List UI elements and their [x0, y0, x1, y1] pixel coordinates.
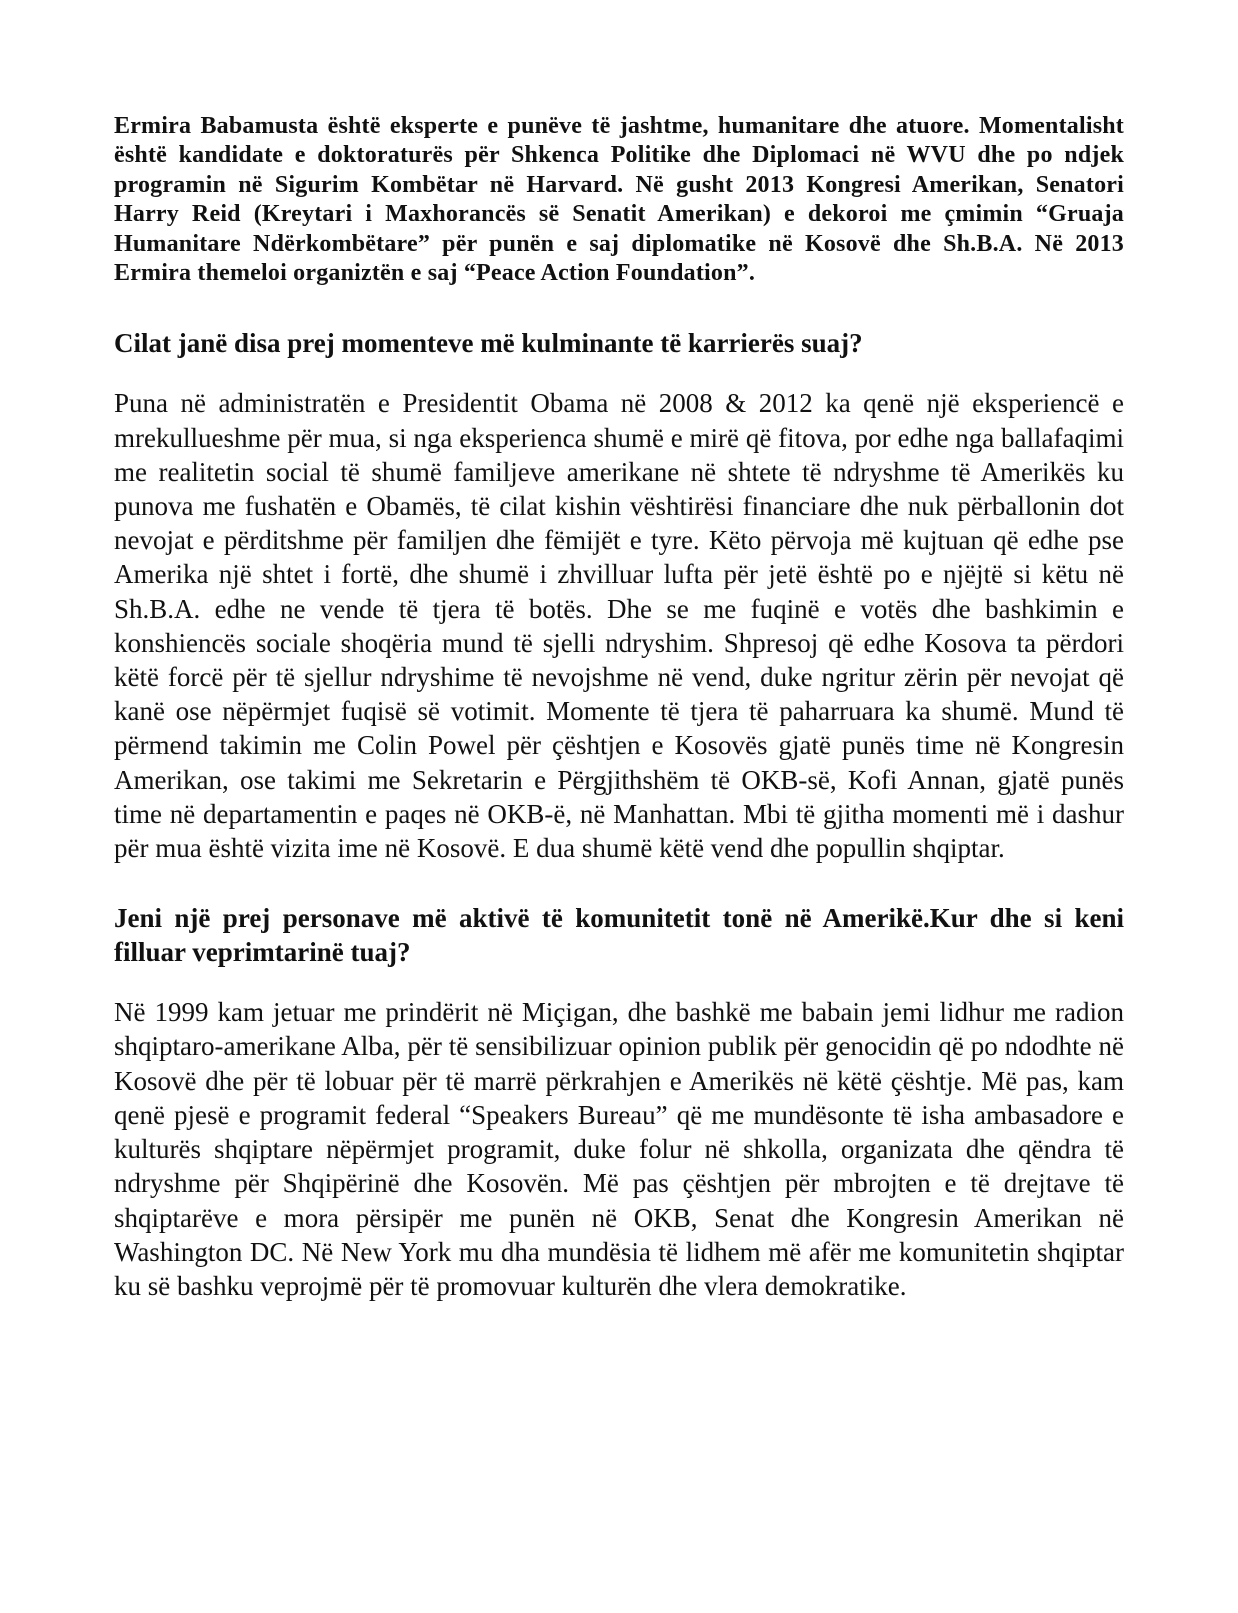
- answer-paragraph-1: Puna në administratën e Presidentit Obama në 2008 & 2012 ka qenë një eksperiencë e mrekullueshme për mua, si nga eksperienca shumë e mirë që fitova, por edhe nga ballafaqimi me realitetin social të shumë familjeve amerikane në shtete të ndryshme të Amerikës ku punova me fushatën e Obamës, të cilat kishin vështirësi financiare dhe nuk përballonin dot nevojat e përditshme për familjen dhe fëmijët e tyre. Këto përvoja më kujtuan që edhe pse Amerika një shtet i fortë, dhe shumë i zhvilluar lufta për jetë është po e njëjtë si këtu në Sh.B.A. edhe ne vende të tjera të botës. Dhe se me fuqinë e votës dhe bashkimin e konshiencës sociale shoqëria mund të sjelli ndryshim. Shpresoj që edhe Kosova ta përdori këtë forcë për të sjellur ndryshime të nevojshme në vend, duke ngritur zërin për nevojat që kanë ose nëpërmjet fuqisë së votimit. Momente të tjera të paharruara ka shumë. Mund të përmend takimin me Colin Powel për çështjen e Kosovës gjatë punës time në Kongresin Amerikan, ose takimi me Sekretarin e Përgjithshëm të OKB-së, Kofi Annan, gjatë punës time në departamentin e paqes në OKB-ë, në Manhattan. Mbi të gjitha momenti më i dashur për mua është vizita ime në Kosovë. E dua shumë këtë vend dhe popullin shqiptar.: [114, 388, 1124, 864]
- document-page: [114, 112, 1124, 1303]
- question-heading-1: Cilat janë disa prej momenteve më kulminante të karrierës suaj?: [114, 328, 863, 359]
- question-heading-2: Jeni një prej personave më aktivë të komunitetit tonë në Amerikë.Kur dhe si keni filluar veprimtarinë tuaj?: [114, 903, 1124, 968]
- intro-paragraph: Ermira Babamusta është eksperte e punëve të jashtme, humanitare dhe atuore. Momentalisht është kandidate e doktoraturës për Shkenca Politike dhe Diplomaci në WVU dhe po ndjek programin në Sigurim Kombëtar në Harvard. Në gusht 2013 Kongresi Amerikan, Senatori Harry Reid (Kreytari i Maxhorancës së Senatit Amerikan) e dekoroi me çmimin “Gruaja Humanitare Ndërkombëtare” për punën e saj diplomatike në Kosovë dhe Sh.B.A. Në 2013 Ermira themeloi organiztën e saj “Peace Action Foundation”.: [114, 113, 1124, 287]
- answer-paragraph-2: Në 1999 kam jetuar me prindërit në Miçigan, dhe bashkë me babain jemi lidhur me radion shqiptaro-amerikane Alba, për të sensibilizuar opinion publik për genocidin që po ndodhte në Kosovë dhe për të lobuar për të marrë përkrahjen e Amerikës në këtë çështje. Më pas, kam qenë pjesë e programit federal “Speakers Bureau” që me mundësonte të isha ambasadore e kulturës shqiptare nëpërmjet programit, duke folur në shkolla, organizata dhe qëndra të ndryshme për Shqipërinë dhe Kosovën. Më pas çështjen për mbrojten e të drejtave të shqiptarëve e mora përsipër me punën në OKB, Senat dhe Kongresin Amerikan në Washington DC. Në New York mu dha mundësia të lidhem më afër me komunitetin shqiptar ku së bashku veprojmë për të promovuar kulturën dhe vlera demokratike.: [114, 997, 1124, 1301]
